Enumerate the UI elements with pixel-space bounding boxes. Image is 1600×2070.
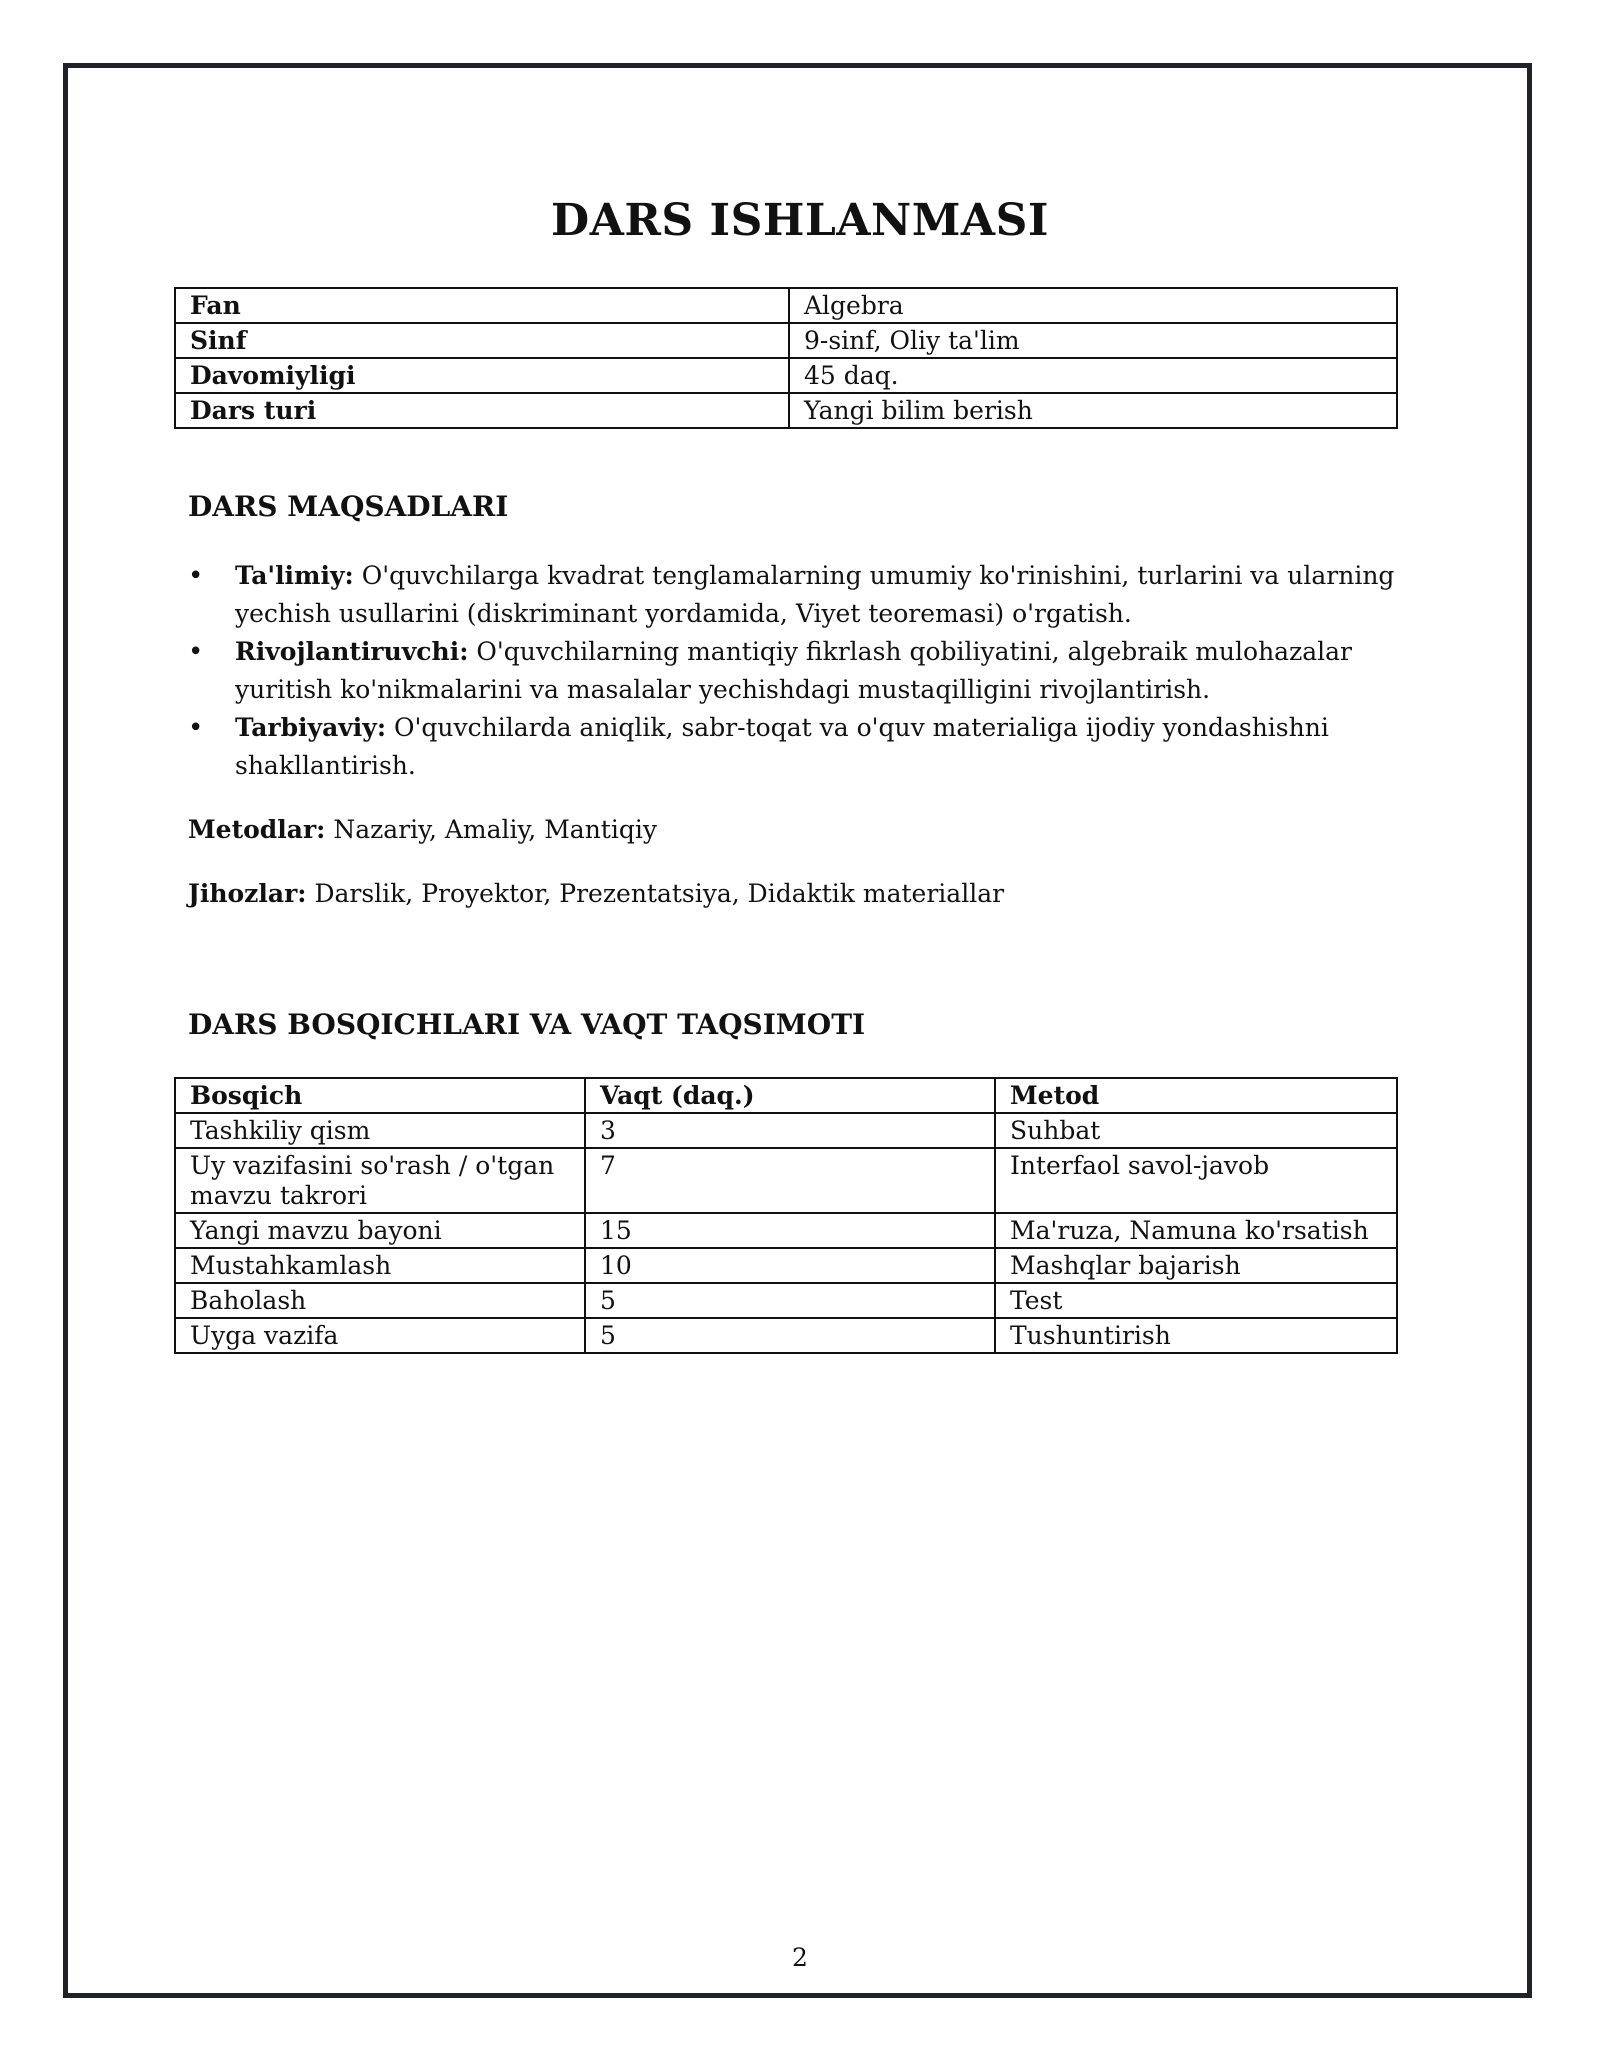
table-header-row — [175, 1078, 1397, 1113]
table-row — [175, 1318, 1397, 1353]
table-row — [175, 323, 1397, 358]
table-row — [175, 393, 1397, 428]
stages-heading: DARS BOSQICHLARI VA VAQT TAQSIMOTI — [188, 1008, 866, 1041]
list-item — [188, 557, 1398, 633]
equipment-label: Jihozlar: — [188, 879, 307, 908]
list-item — [188, 709, 1398, 785]
info-value-duration: 45 daq. — [789, 358, 1397, 393]
method-cell: Interfaol savol-javob — [995, 1148, 1397, 1213]
equipment-line — [188, 876, 1004, 912]
goals-list — [188, 557, 1398, 785]
stages-table — [174, 1077, 1398, 1354]
page-number: 2 — [792, 1943, 808, 1972]
table-row — [175, 1113, 1397, 1148]
time-cell: 5 — [585, 1283, 995, 1318]
stage-cell: Tashkiliy qism — [175, 1113, 585, 1148]
methods-label: Metodlar: — [188, 815, 326, 844]
column-header-time: Vaqt (daq.) — [585, 1078, 995, 1113]
info-value-lesson-type: Yangi bilim berish — [789, 393, 1397, 428]
table-row — [175, 288, 1397, 323]
stage-cell: Uyga vazifa — [175, 1318, 585, 1353]
methods-value: Nazariy, Amaliy, Mantiqiy — [333, 815, 657, 844]
bullet-icon: • — [188, 713, 204, 743]
goal-label: Tarbiyaviy: — [235, 713, 387, 742]
stage-cell: Baholash — [175, 1283, 585, 1318]
stage-cell: Uy vazifasini so'rash / o'tgan mavzu takrori — [175, 1148, 585, 1213]
table-row — [175, 358, 1397, 393]
list-item — [188, 633, 1398, 709]
lesson-info-table — [174, 287, 1398, 429]
time-cell: 3 — [585, 1113, 995, 1148]
column-header-method: Metod — [995, 1078, 1397, 1113]
time-cell: 5 — [585, 1318, 995, 1353]
equipment-value: Darslik, Proyektor, Prezentatsiya, Didaktik materiallar — [314, 879, 1005, 908]
goals-heading: DARS MAQSADLARI — [188, 490, 509, 523]
method-cell: Ma'ruza, Namuna ko'rsatish — [995, 1213, 1397, 1248]
table-row — [175, 1213, 1397, 1248]
table-row — [175, 1248, 1397, 1283]
method-cell: Mashqlar bajarish — [995, 1248, 1397, 1283]
goal-text: O'quvchilarga kvadrat tenglamalarning umumiy ko'rinishini, turlarini va ularning yechish usullarini (diskriminant yordamida, Viyet teoremasi) o'rgatish. — [235, 561, 1395, 628]
info-value-grade: 9-sinf, Oliy ta'lim — [789, 323, 1397, 358]
column-header-stage: Bosqich — [175, 1078, 585, 1113]
goal-text: O'quvchilarda aniqlik, sabr-toqat va o'quv materialiga ijodiy yondashishni shakllantirish. — [235, 713, 1329, 780]
info-label-duration: Davomiyligi — [175, 358, 789, 393]
time-cell: 10 — [585, 1248, 995, 1283]
goal-text: O'quvchilarning mantiqiy fikrlash qobiliyatini, algebraik mulohazalar yuritish ko'nikmalarini va masalalar yechishdagi mustaqilligini rivojlantirish. — [235, 637, 1353, 704]
stage-cell: Mustahkamlash — [175, 1248, 585, 1283]
goal-label: Rivojlantiruvchi: — [235, 637, 469, 666]
page-title: DARS ISHLANMASI — [551, 195, 1049, 246]
info-value-subject: Algebra — [789, 288, 1397, 323]
table-row — [175, 1283, 1397, 1318]
method-cell: Test — [995, 1283, 1397, 1318]
method-cell: Suhbat — [995, 1113, 1397, 1148]
stage-cell: Yangi mavzu bayoni — [175, 1213, 585, 1248]
info-label-grade: Sinf — [175, 323, 789, 358]
info-label-subject: Fan — [175, 288, 789, 323]
methods-line — [188, 812, 657, 848]
goal-label: Ta'limiy: — [235, 561, 354, 590]
time-cell: 15 — [585, 1213, 995, 1248]
table-row — [175, 1148, 1397, 1213]
bullet-icon: • — [188, 637, 204, 667]
time-cell: 7 — [585, 1148, 995, 1213]
method-cell: Tushuntirish — [995, 1318, 1397, 1353]
bullet-icon: • — [188, 561, 204, 591]
info-label-lesson-type: Dars turi — [175, 393, 789, 428]
